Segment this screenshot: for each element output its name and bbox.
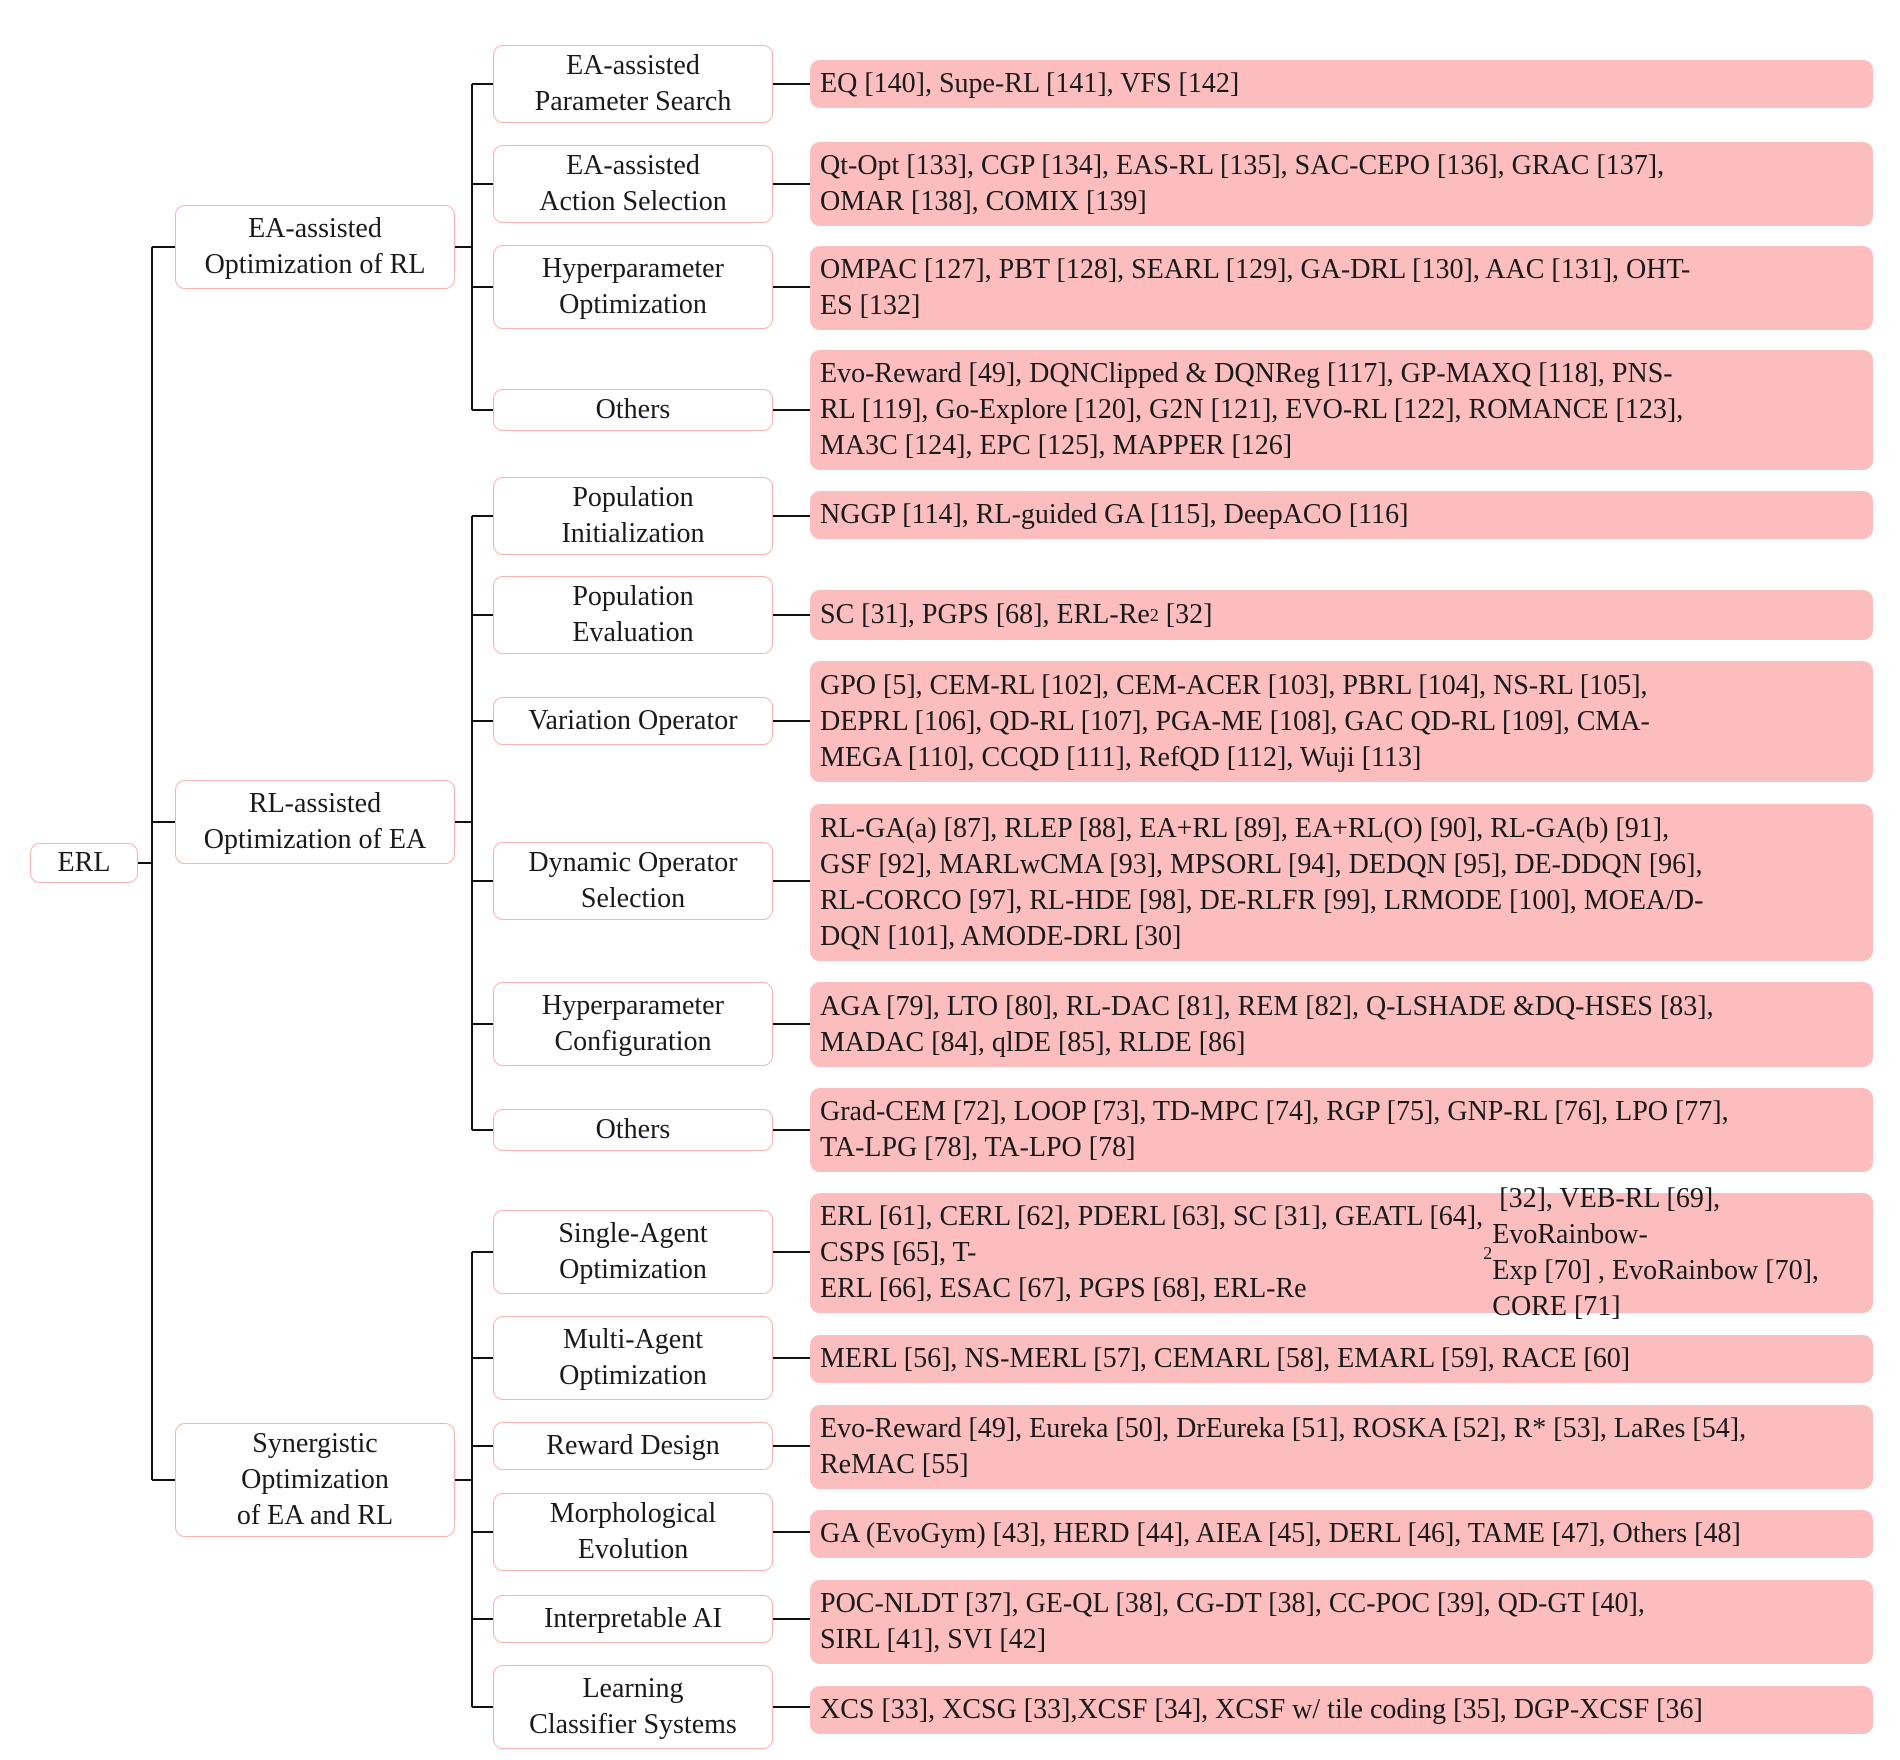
leaf-hyperparameter-configuration: AGA [79], LTO [80], RL-DAC [81], REM [82], Q-LSHADE &DQ-HSES [83], MADAC [84], qlDE [85], RLDE [86] <box>810 982 1873 1067</box>
category-variation-operator: Variation Operator <box>493 697 773 745</box>
category-others-rl: Others <box>493 389 773 431</box>
leaf-parameter-search: EQ [140], Supe-RL [141], VFS [142] <box>810 60 1873 108</box>
root-node: ERL <box>30 843 138 883</box>
leaf-single-agent: ERL [61], CERL [62], PDERL [63], SC [31], GEATL [64], CSPS [65], T- ERL [66], ESAC [67], PGPS [68], ERL-Re 2 [32], VEB-RL [69], EvoRainbow- Exp [70] , EvoRainbow [70], CORE [71] <box>810 1193 1873 1313</box>
category-population-evaluation: Population Evaluation <box>493 576 773 654</box>
category-single-agent: Single-Agent Optimization <box>493 1210 773 1294</box>
category-hyperparameter-configuration: Hyperparameter Configuration <box>493 982 773 1066</box>
leaf-morphological-evolution: GA (EvoGym) [43], HERD [44], AIEA [45], DERL [46], TAME [47], Others [48] <box>810 1510 1873 1558</box>
category-others-ea: Others <box>493 1109 773 1151</box>
leaf-others-ea: Grad-CEM [72], LOOP [73], TD-MPC [74], RGP [75], GNP-RL [76], LPO [77], TA-LPG [78], TA-LPO [78] <box>810 1088 1873 1172</box>
category-action-selection: EA-assisted Action Selection <box>493 145 773 223</box>
category-multi-agent: Multi-Agent Optimization <box>493 1316 773 1400</box>
category-interpretable-ai: Interpretable AI <box>493 1595 773 1643</box>
category-hyperparameter-optimization: Hyperparameter Optimization <box>493 245 773 329</box>
group-rl-assisted-ea: RL-assisted Optimization of EA <box>175 780 455 864</box>
leaf-population-initialization: NGGP [114], RL-guided GA [115], DeepACO [116] <box>810 491 1873 539</box>
category-population-initialization: Population Initialization <box>493 477 773 555</box>
category-learning-classifier-systems: Learning Classifier Systems <box>493 1665 773 1749</box>
leaf-interpretable-ai: POC-NLDT [37], GE-QL [38], CG-DT [38], CC-POC [39], QD-GT [40], SIRL [41], SVI [42] <box>810 1580 1873 1664</box>
leaf-variation-operator: GPO [5], CEM-RL [102], CEM-ACER [103], PBRL [104], NS-RL [105], DEPRL [106], QD-RL [107], PGA-ME [108], GAC QD-RL [109], CMA- MEGA [110], CCQD [111], RefQD [112], Wuji [113] <box>810 661 1873 782</box>
category-dynamic-operator-selection: Dynamic Operator Selection <box>493 842 773 920</box>
leaf-reward-design: Evo-Reward [49], Eureka [50], DrEureka [51], ROSKA [52], R* [53], LaRes [54], ReMAC [55] <box>810 1405 1873 1489</box>
leaf-multi-agent: MERL [56], NS-MERL [57], CEMARL [58], EMARL [59], RACE [60] <box>810 1335 1873 1383</box>
leaf-population-evaluation: SC [31], PGPS [68], ERL-Re 2 [32] <box>810 590 1873 640</box>
category-parameter-search: EA-assisted Parameter Search <box>493 45 773 123</box>
category-morphological-evolution: Morphological Evolution <box>493 1493 773 1571</box>
leaf-hyperparameter-optimization: OMPAC [127], PBT [128], SEARL [129], GA-DRL [130], AAC [131], OHT- ES [132] <box>810 246 1873 330</box>
leaf-dynamic-operator-selection: RL-GA(a) [87], RLEP [88], EA+RL [89], EA+RL(O) [90], RL-GA(b) [91], GSF [92], MARLwCMA [93], MPSORL [94], DEDQN [95], DE-DDQN [96], RL-CORCO [97], RL-HDE [98], DE-RLFR [99], LRMODE [100], MOEA/D- DQN [101], AMODE-DRL [30] <box>810 804 1873 961</box>
group-synergistic: Synergistic Optimization of EA and RL <box>175 1423 455 1537</box>
group-ea-assisted-rl: EA-assisted Optimization of RL <box>175 205 455 289</box>
leaf-learning-classifier-systems: XCS [33], XCSG [33],XCSF [34], XCSF w/ tile coding [35], DGP-XCSF [36] <box>810 1686 1873 1734</box>
leaf-others-rl: Evo-Reward [49], DQNClipped & DQNReg [117], GP-MAXQ [118], PNS- RL [119], Go-Explore [120], G2N [121], EVO-RL [122], ROMANCE [123], MA3C [124], EPC [125], MAPPER [126] <box>810 350 1873 470</box>
leaf-action-selection: Qt-Opt [133], CGP [134], EAS-RL [135], SAC-CEPO [136], GRAC [137], OMAR [138], COMIX [139] <box>810 142 1873 226</box>
category-reward-design: Reward Design <box>493 1422 773 1470</box>
